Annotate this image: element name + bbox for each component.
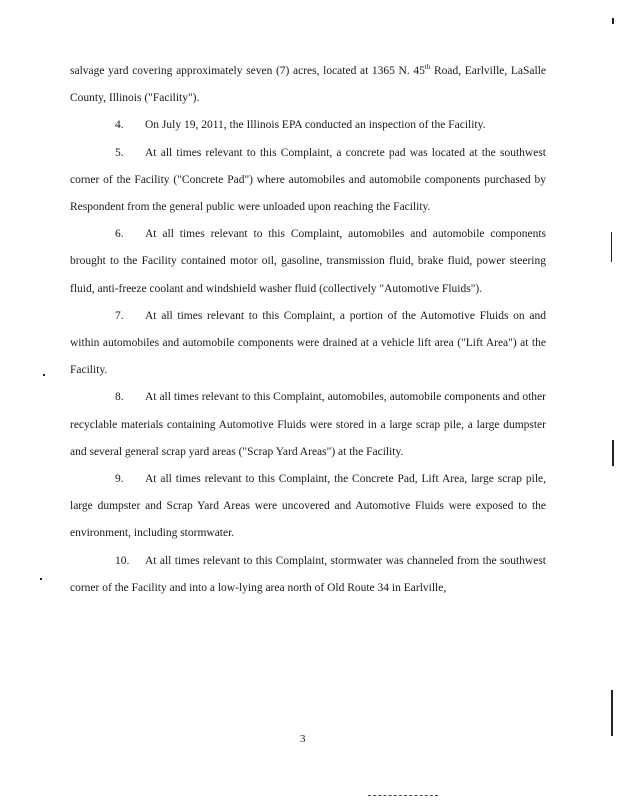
paragraph-text: At all times relevant to this Complaint, stormwater was channeled from the southwest corner of the Facility and into a low-lying area north of Old Route 34 in Earlville, <box>70 554 546 594</box>
paragraph-number: 4. <box>115 119 124 132</box>
opening-paragraph <box>70 58 546 112</box>
opening-tail: Road, Earlville, LaSalle County, Illinois ("Facility"). <box>70 65 547 105</box>
paragraph-text: At all times relevant to this Complaint, automobiles, automobile components and other recyclable materials containing Automotive Fluids were stored in a large scrap pile, a large dumpster and several general scrap yard areas ("Scrap Yard Areas") at the Facility. <box>70 391 546 458</box>
paragraph-text: At all times relevant to this Complaint, the Concrete Pad, Lift Area, large scrap pile, large dumpster and Scrap Yard Areas were uncovered and Automotive Fluids were exposed to the environment, including stormwater. <box>70 473 546 540</box>
ordinal-suffix: th <box>424 63 431 72</box>
paragraph-number: 8. <box>115 391 124 404</box>
paragraph-5 <box>70 140 546 222</box>
paragraph-text: At all times relevant to this Complaint, automobiles and automobile components brought to the Facility contained motor oil, gasoline, transmission fluid, brake fluid, power steering fluid, anti-freeze coolant and windshield washer fluid (collectively "Automotive Fluids"). <box>70 228 546 295</box>
paragraph-text: At all times relevant to this Complaint, a concrete pad was located at the southwest corner of the Facility ("Concrete Pad") where automobiles and automobile components purchased by Respondent from the general public were unloaded upon reaching the Facility. <box>70 146 546 214</box>
paragraph-4 <box>70 112 546 139</box>
paragraph-9 <box>70 466 546 548</box>
paragraph-number: 9. <box>115 473 124 486</box>
body-text <box>70 58 546 602</box>
scan-artifact <box>43 374 45 376</box>
paragraph-6 <box>70 221 546 303</box>
footer-rule <box>368 795 438 796</box>
paragraph-number: 5. <box>115 146 124 159</box>
scan-artifact <box>612 440 614 466</box>
paragraph-text: At all times relevant to this Complaint, a portion of the Automotive Fluids on and within automobiles and automobile components were drained at a vehicle lift area ("Lift Area") at the Facility. <box>70 309 546 377</box>
scan-artifact <box>612 18 614 24</box>
paragraph-7 <box>70 303 546 385</box>
paragraph-number: 10. <box>115 554 130 567</box>
opening-text: salvage yard covering approximately seven (7) acres, located at 1365 N. 45 <box>70 65 425 77</box>
scan-artifact <box>611 232 612 262</box>
paragraph-10 <box>70 548 546 602</box>
paragraph-number: 7. <box>115 309 124 322</box>
paragraph-text: On July 19, 2011, the Illinois EPA conducted an inspection of the Facility. <box>145 119 486 132</box>
paragraph-8 <box>70 384 546 466</box>
scan-artifact <box>611 690 613 736</box>
page-number: 3 <box>300 733 306 745</box>
scan-artifact <box>40 578 42 580</box>
paragraph-number: 6. <box>115 228 124 241</box>
